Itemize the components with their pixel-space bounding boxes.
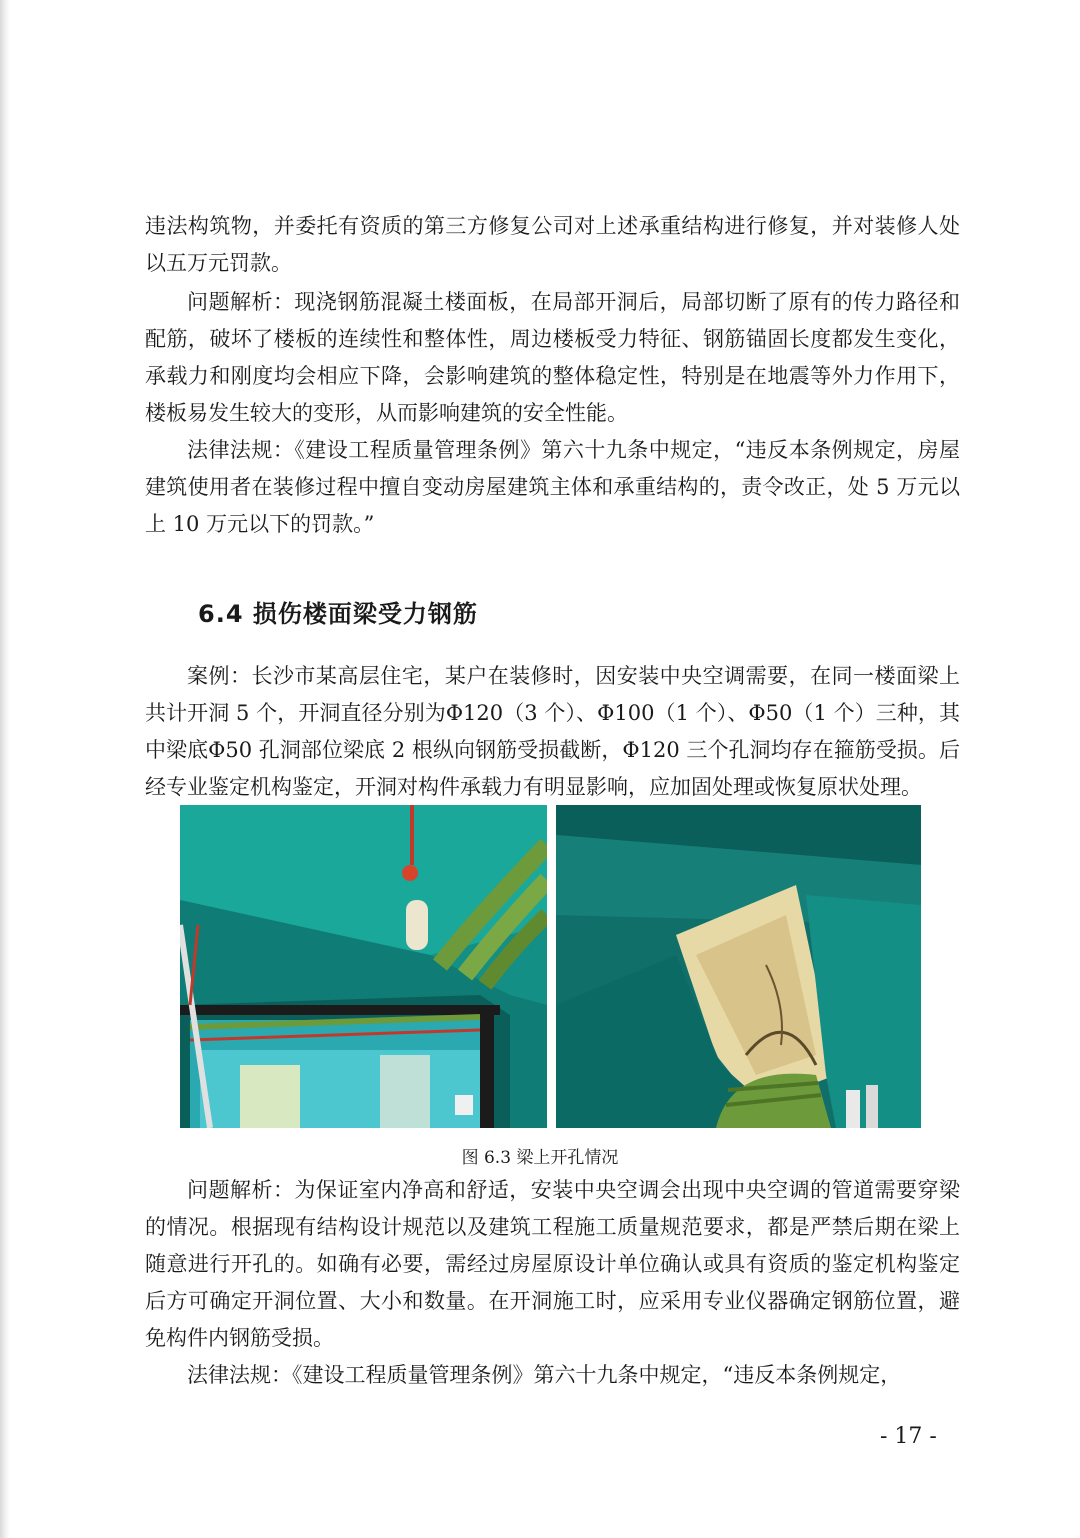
figure-caption: 图 6.3 梁上开孔情况: [461, 1148, 619, 1168]
paragraph-problem-analysis-slab: 问题解析：现浇钢筋混凝土楼面板，在局部开洞后，局部切断了原有的传力路径和配筋，破坏了楼板的连续性和整体性，周边楼板受力特征、钢筋锚固长度都发生变化，承载力和刚度均会相应下降，会影响建筑的整体稳定性，特别是在地震等外力作用下，楼板易发生较大的变形，从而影响建筑的安全性能。: [145, 290, 960, 425]
paragraph-penalty-continued: 违法构筑物，并委托有资质的第三方修复公司对上述承重结构进行修复，并对装修人处以五万元罚款。: [145, 214, 960, 275]
paragraph-regulation-slab: 法律法规：《建设工程质量管理条例》第六十九条中规定，“违反本条例规定，房屋建筑使用者在装修过程中擅自变动房屋建筑主体和承重结构的，责令改正，处 5 万元以上 10 万元以下的罚款。”: [145, 438, 960, 536]
paragraph-problem-analysis-beam: 问题解析：为保证室内净高和舒适，安装中央空调会出现中央空调的管道需要穿梁的情况。根据现有结构设计规范以及建筑工程施工质量规范要求，都是严禁后期在梁上随意进行开孔的。如确有必要，需经过房屋原设计单位确认或具有资质的鉴定机构鉴定后方可确定开洞位置、大小和数量。在开洞施工时，应采用专业仪器确定钢筋位置，避免构件内钢筋受损。: [145, 1178, 960, 1350]
photo-beam-hole-closeup: [556, 805, 921, 1128]
page-edge-shadow: [0, 0, 10, 1538]
paragraph-case-beam: 案例：长沙市某高层住宅，某户在装修时，因安装中央空调需要，在同一楼面梁上共计开洞 5 个，开洞直径分别为Φ120（3 个）、Φ100（1 个）、Φ50（1 个）三种，其中梁底Φ50 孔洞部位梁底 2 根纵向钢筋受损截断，Φ120 三个孔洞均存在箍筋受损。后经专业鉴定机构鉴定，开洞对构件承载力有明显影响，应加固处理或恢复原状处理。: [145, 664, 960, 799]
section-heading: 6.4 损伤楼面梁受力钢筋: [198, 600, 478, 628]
paragraph-regulation-beam: 法律法规：《建设工程质量管理条例》第六十九条中规定，“违反本条例规定，: [187, 1363, 902, 1387]
photo-beam-pipes-overview: [180, 805, 547, 1128]
page-number: - 17 -: [880, 1424, 937, 1449]
